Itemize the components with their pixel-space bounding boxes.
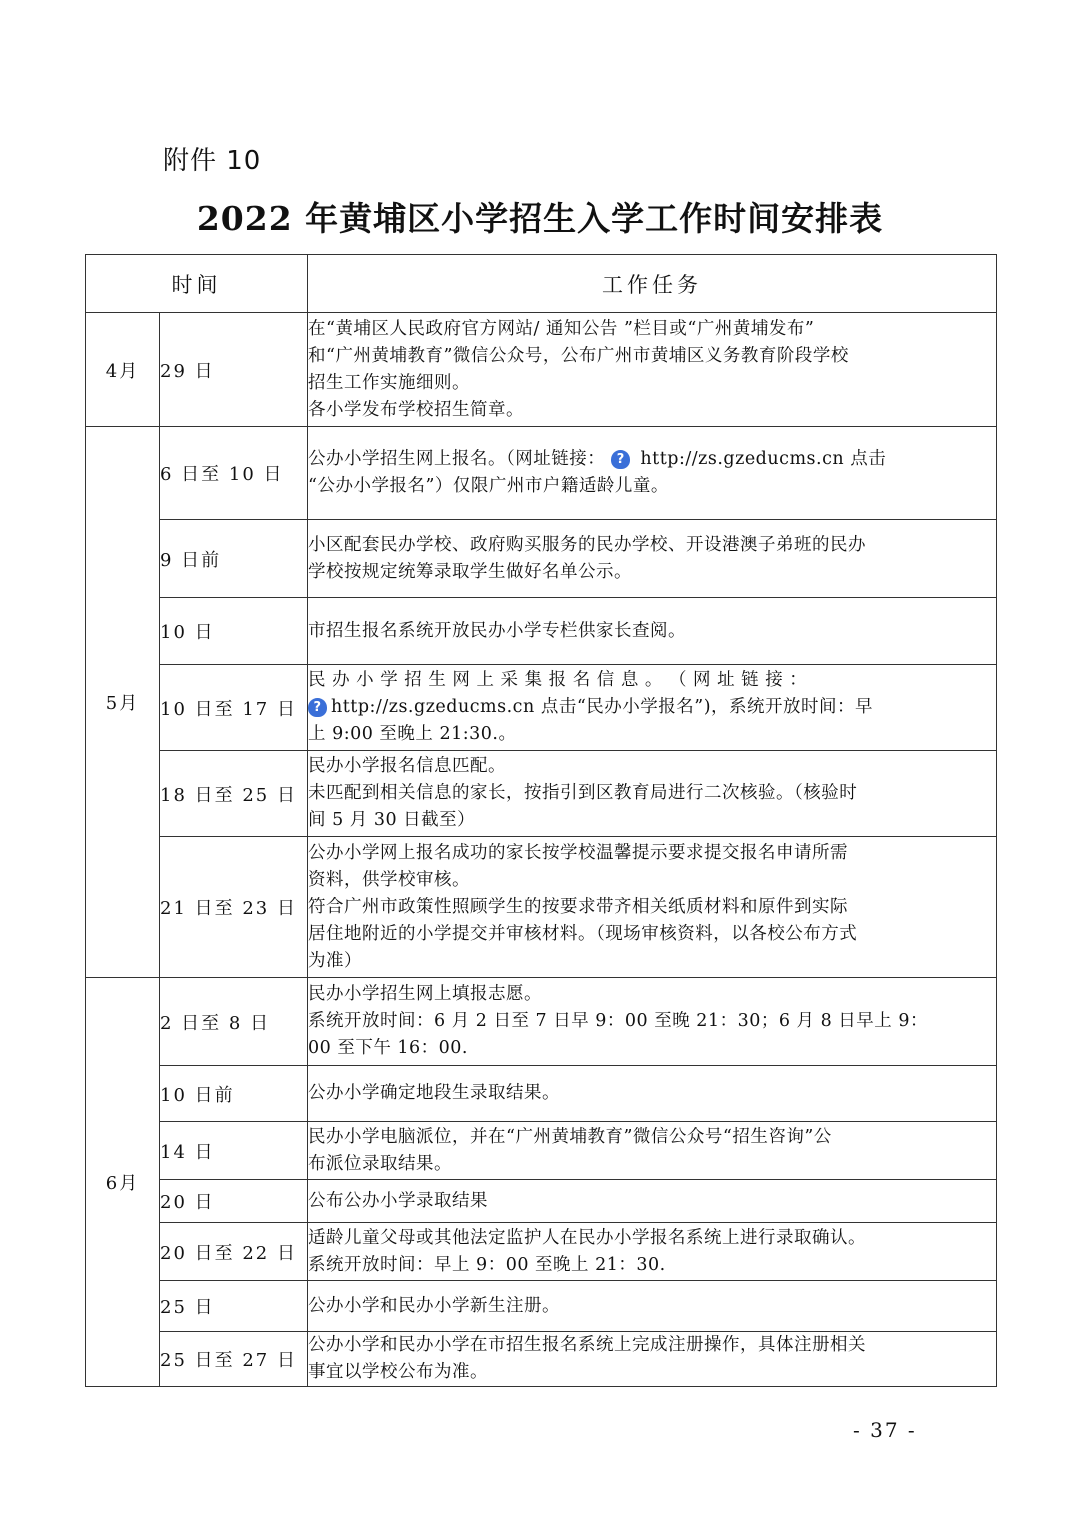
table-row: [86, 1066, 997, 1122]
task-line: 资料，供学校审核。: [308, 869, 470, 890]
table-header-row: [86, 255, 997, 313]
task-line: 民办小学电脑派位，并在“广州黄埔教育”微信公众号“招生咨询”公: [308, 1126, 832, 1147]
task-line: 00 至下午 16：00.: [308, 1038, 468, 1058]
task-line: 未匹配到相关信息的家长，按指引到区教育局进行二次核验。（核验时: [308, 783, 858, 803]
task-line: 间 5 月 30 日截至）: [308, 810, 476, 830]
task-line: 学校按规定统筹录取学生做好名单公示。: [308, 561, 632, 582]
task-line: 布派位录取结果。: [308, 1153, 452, 1174]
row-task: [308, 837, 997, 978]
row-task: [308, 665, 997, 751]
row-date: 10 日至 17 日: [160, 665, 308, 751]
row-task: [308, 427, 997, 520]
task-line: [308, 694, 996, 721]
row-task: [308, 978, 997, 1066]
table-row: [86, 1332, 997, 1387]
task-line: 居住地附近的小学提交并审核材料。（现场审核资料，以各校公布方式: [308, 923, 858, 944]
attachment-label: 附件 10: [163, 146, 262, 176]
table-row: [86, 1122, 997, 1180]
row-task: [308, 313, 997, 427]
task-line: 公办小学和民办小学新生注册。: [308, 1295, 560, 1316]
page-title: 2022 年黄埔区小学招生入学工作时间安排表: [196, 199, 884, 238]
task-line: 市招生报名系统开放民办小学专栏供家长查阅。: [308, 620, 686, 641]
row-date: 25 日至 27 日: [160, 1332, 308, 1387]
row-date: 20 日: [160, 1180, 308, 1223]
task-line: 招生工作实施细则。: [308, 372, 470, 393]
table-row: [86, 313, 997, 427]
task-line: 公办小学和民办小学在市招生报名系统上完成注册操作，具体注册相关: [308, 1335, 866, 1355]
task-line: 符合广州市政策性照顾学生的按要求带齐相关纸质材料和原件到实际: [308, 896, 848, 917]
month-june: 6月: [86, 978, 160, 1387]
row-date: 20 日至 22 日: [160, 1223, 308, 1281]
task-line: 在“黄埔区人民政府官方网站/ 通知公告 ”栏目或“广州黄埔发布”: [308, 318, 815, 339]
header-task: 工作任务: [308, 255, 997, 313]
row-task: [308, 1066, 997, 1122]
task-line: 系统开放时间：早上 9：00 至晚上 21：30.: [308, 1254, 666, 1275]
row-date: 25 日: [160, 1281, 308, 1332]
task-text: 公办小学招生网上报名。（网址链接：: [308, 449, 606, 469]
task-line: 公办小学网上报名成功的家长按学校温馨提示要求提交报名申请所需: [308, 842, 848, 863]
task-line: 各小学发布学校招生简章。: [308, 399, 524, 420]
task-line: [308, 446, 996, 473]
row-task: [308, 1332, 997, 1387]
table-row: [86, 427, 997, 520]
row-task: [308, 1180, 997, 1223]
shield-link-icon: ?: [308, 698, 327, 717]
url-link[interactable]: http://zs.gzeducms.cn 点击“民办小学报名”)，系统开放时间：早: [331, 697, 874, 717]
task-line: 民办小学招生网上填报志愿。: [308, 984, 542, 1004]
month-april: 4月: [86, 313, 160, 427]
task-line: 公办小学确定地段生录取结果。: [308, 1083, 560, 1103]
row-task: [308, 1281, 997, 1332]
table-row: [86, 751, 997, 837]
row-date: 6 日至 10 日: [160, 427, 308, 520]
task-line: 和“广州黄埔教育”微信公众号，公布广州市黄埔区义务教育阶段学校: [308, 345, 849, 366]
table-row: [86, 1223, 997, 1281]
row-date: 2 日至 8 日: [160, 978, 308, 1066]
task-line: 为准）: [308, 950, 362, 971]
table-row: [86, 598, 997, 665]
task-line: 适龄儿童父母或其他法定监护人在民办小学报名系统上进行录取确认。: [308, 1227, 866, 1248]
table-row: [86, 837, 997, 978]
row-date: 10 日前: [160, 1066, 308, 1122]
task-line: “公办小学报名”）仅限广州市户籍适龄儿童。: [308, 476, 669, 496]
schedule-table: [85, 254, 997, 1387]
row-task: [308, 598, 997, 665]
row-date: 10 日: [160, 598, 308, 665]
header-time: 时间: [86, 255, 308, 313]
task-line: 公布公办小学录取结果: [308, 1190, 488, 1211]
task-line: 系统开放时间：6 月 2 日至 7 日早 9：00 至晚 21：30；6 月 8 日早上 9：: [308, 1011, 928, 1031]
month-may: 5月: [86, 427, 160, 978]
task-line: 小区配套民办学校、政府购买服务的民办学校、开设港澳子弟班的民办: [308, 534, 866, 555]
row-date: 21 日至 23 日: [160, 837, 308, 978]
row-date: 14 日: [160, 1122, 308, 1180]
table-row: [86, 1180, 997, 1223]
row-date: 29 日: [160, 313, 308, 427]
row-task: [308, 1122, 997, 1180]
task-line: 民 办 小 学 招 生 网 上 采 集 报 名 信 息 。 （ 网 址 链 接 ：: [308, 670, 808, 690]
table-row: [86, 665, 997, 751]
table-row: [86, 520, 997, 598]
url-link[interactable]: http://zs.gzeducms.cn 点击: [640, 449, 887, 469]
table-row: [86, 1281, 997, 1332]
task-line: 事宜以学校公布为准。: [308, 1362, 488, 1382]
row-task: [308, 1223, 997, 1281]
shield-link-icon: ?: [611, 450, 630, 469]
row-date: 9 日前: [160, 520, 308, 598]
row-date: 18 日至 25 日: [160, 751, 308, 837]
row-task: [308, 520, 997, 598]
task-line: 民办小学报名信息匹配。: [308, 756, 506, 776]
task-line: 上 9:00 至晚上 21:30.。: [308, 724, 517, 744]
row-task: [308, 751, 997, 837]
page-number: - 37 -: [853, 1418, 917, 1442]
table-row: [86, 978, 997, 1066]
